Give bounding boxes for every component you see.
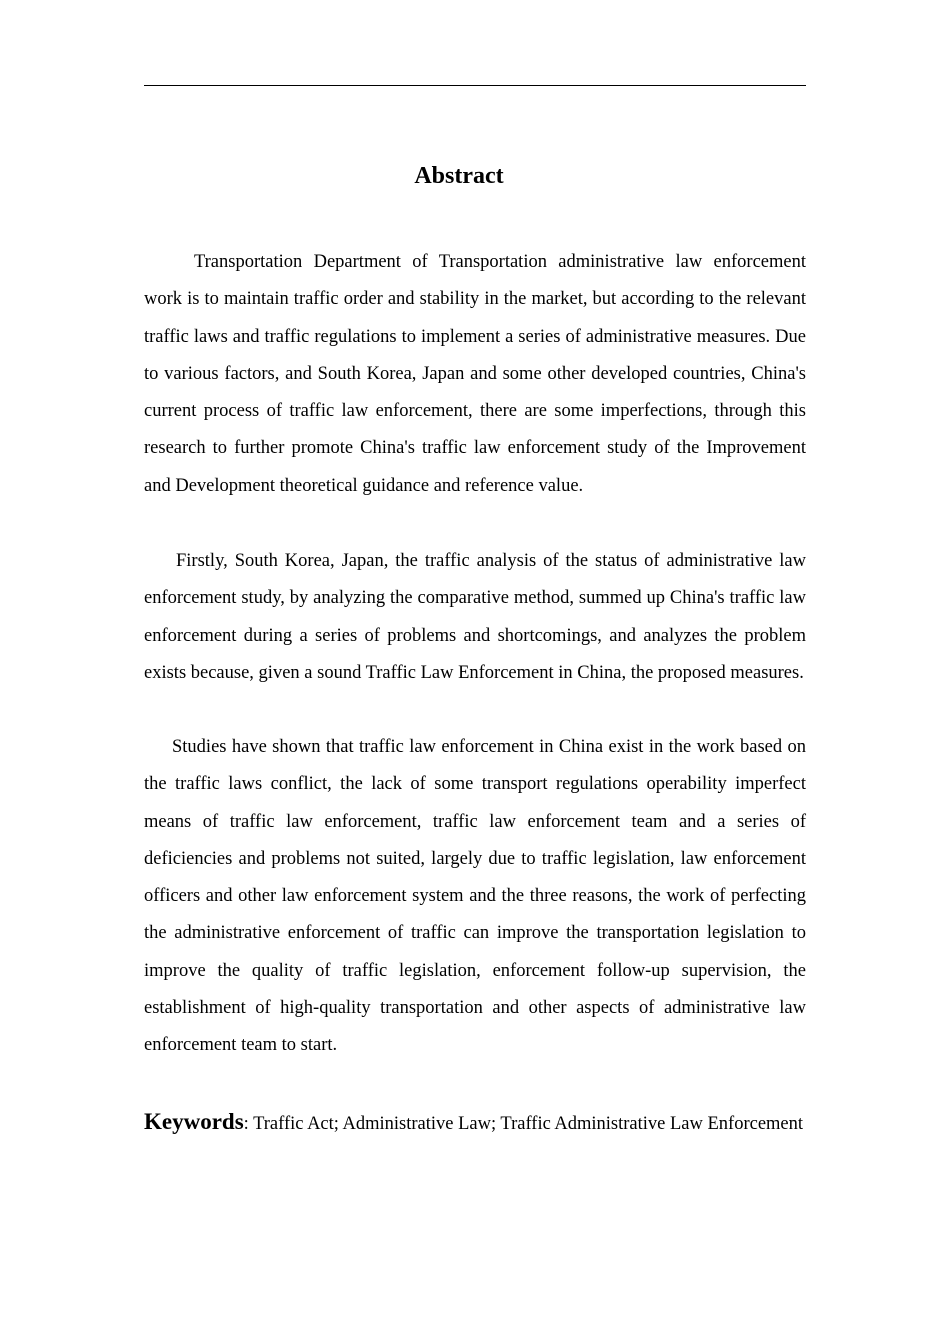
keywords-label: Keywords: [144, 1109, 244, 1134]
keywords-line: [144, 1104, 806, 1142]
abstract-paragraph-1: Transportation Department of Transportation administrative law enforcement work is to maintain traffic order and stability in the market, but according to the relevant traffic laws and traffic regulations to implement a series of administrative measures. Due to various factors, and South Korea, Japan and some other developed countries, China's current process of traffic law enforcement, there are some imperfections, through this research to further promote China's traffic law enforcement study of the Improvement and Development theoretical guidance and reference value.: [144, 252, 806, 496]
keywords-separator: :: [243, 1114, 249, 1134]
page-title: Abstract: [414, 163, 504, 189]
keywords-text: Traffic Act; Administrative Law; Traffic Administrative Law Enforcement: [248, 1114, 804, 1134]
header-rule: [144, 85, 806, 86]
abstract-paragraph-3: Studies have shown that traffic law enforcement in China exist in the work based on the traffic laws conflict, the lack of some transport regulations operability imperfect means of traffic law enforcement, traffic law enforcement team and a series of deficiencies and problems not suited, largely due to traffic legislation, law enforcement officers and other law enforcement system and the three reasons, the work of perfecting the administrative enforcement of traffic can improve the transportation legislation to improve the quality of traffic legislation, enforcement follow-up supervision, the establishment of high-quality transportation and other aspects of administrative law enforcement team to start.: [144, 737, 806, 1056]
abstract-paragraph-2: Firstly, South Korea, Japan, the traffic analysis of the status of administrative law enforcement study, by analyzing the comparative method, summed up China's traffic law enforcement during a series of problems and shortcomings, and analyzes the problem exists because, given a sound Traffic Law Enforcement in China, the proposed measures.: [144, 551, 806, 683]
